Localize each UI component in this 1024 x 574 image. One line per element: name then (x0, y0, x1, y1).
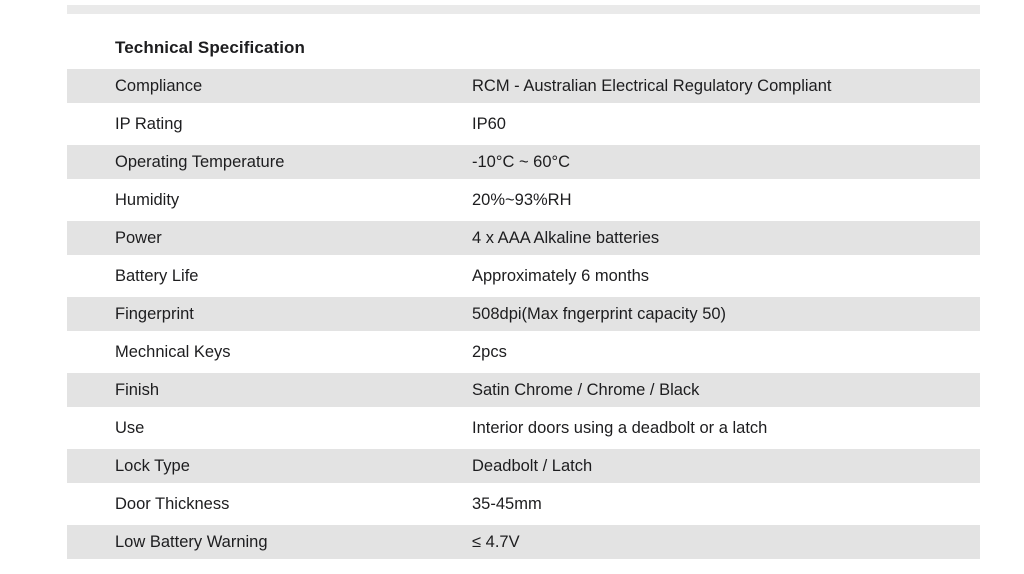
spec-row-humidity (67, 181, 980, 219)
previous-row-partial-stripe (67, 5, 980, 14)
spec-row-fingerprint (67, 295, 980, 333)
spec-row-battery-life (67, 257, 980, 295)
spec-label: Low Battery Warning (115, 533, 268, 551)
spec-value: Approximately 6 months (472, 267, 649, 285)
spec-value: 508dpi(Max fngerprint capacity 50) (472, 305, 727, 323)
spec-row-door-thickness (67, 485, 980, 523)
spec-value: ≤ 4.7V (472, 533, 520, 551)
spec-label: Use (115, 419, 145, 437)
spec-table (67, 67, 980, 561)
spec-value: Deadbolt / Latch (472, 457, 593, 475)
spec-row-lock-type (67, 447, 980, 485)
spec-value: 35-45mm (472, 495, 542, 513)
spec-value: Satin Chrome / Chrome / Black (472, 381, 700, 399)
spec-row-power (67, 219, 980, 257)
spec-value: -10°C ~ 60°C (472, 153, 571, 171)
spec-label: Operating Temperature (115, 153, 285, 171)
spec-row-mechnical-keys (67, 333, 980, 371)
spec-label: Battery Life (115, 267, 199, 285)
spec-label: Lock Type (115, 457, 190, 475)
spec-value: Interior doors using a deadbolt or a latch (472, 419, 768, 437)
spec-value: RCM - Australian Electrical Regulatory Compliant (472, 77, 832, 95)
spec-label: Fingerprint (115, 305, 194, 323)
spec-label: Finish (115, 381, 160, 399)
spec-label: Power (115, 229, 162, 247)
spec-label: Humidity (115, 191, 180, 209)
spec-value: 4 x AAA Alkaline batteries (472, 229, 660, 247)
spec-value: 2pcs (472, 343, 507, 361)
spec-row-finish (67, 371, 980, 409)
spec-row-compliance (67, 67, 980, 105)
spec-value: 20%~93%RH (472, 191, 572, 209)
section-title: Technical Specification (115, 38, 305, 57)
spec-label: IP Rating (115, 115, 183, 133)
spec-row-use (67, 409, 980, 447)
spec-row-low-battery-warning (67, 523, 980, 561)
spec-value: IP60 (472, 115, 506, 133)
spec-row-ip-rating (67, 105, 980, 143)
spec-section (67, 0, 980, 561)
spec-label: Compliance (115, 77, 203, 95)
spec-row-operating-temperature (67, 143, 980, 181)
spec-label: Door Thickness (115, 495, 230, 513)
spec-label: Mechnical Keys (115, 343, 231, 361)
